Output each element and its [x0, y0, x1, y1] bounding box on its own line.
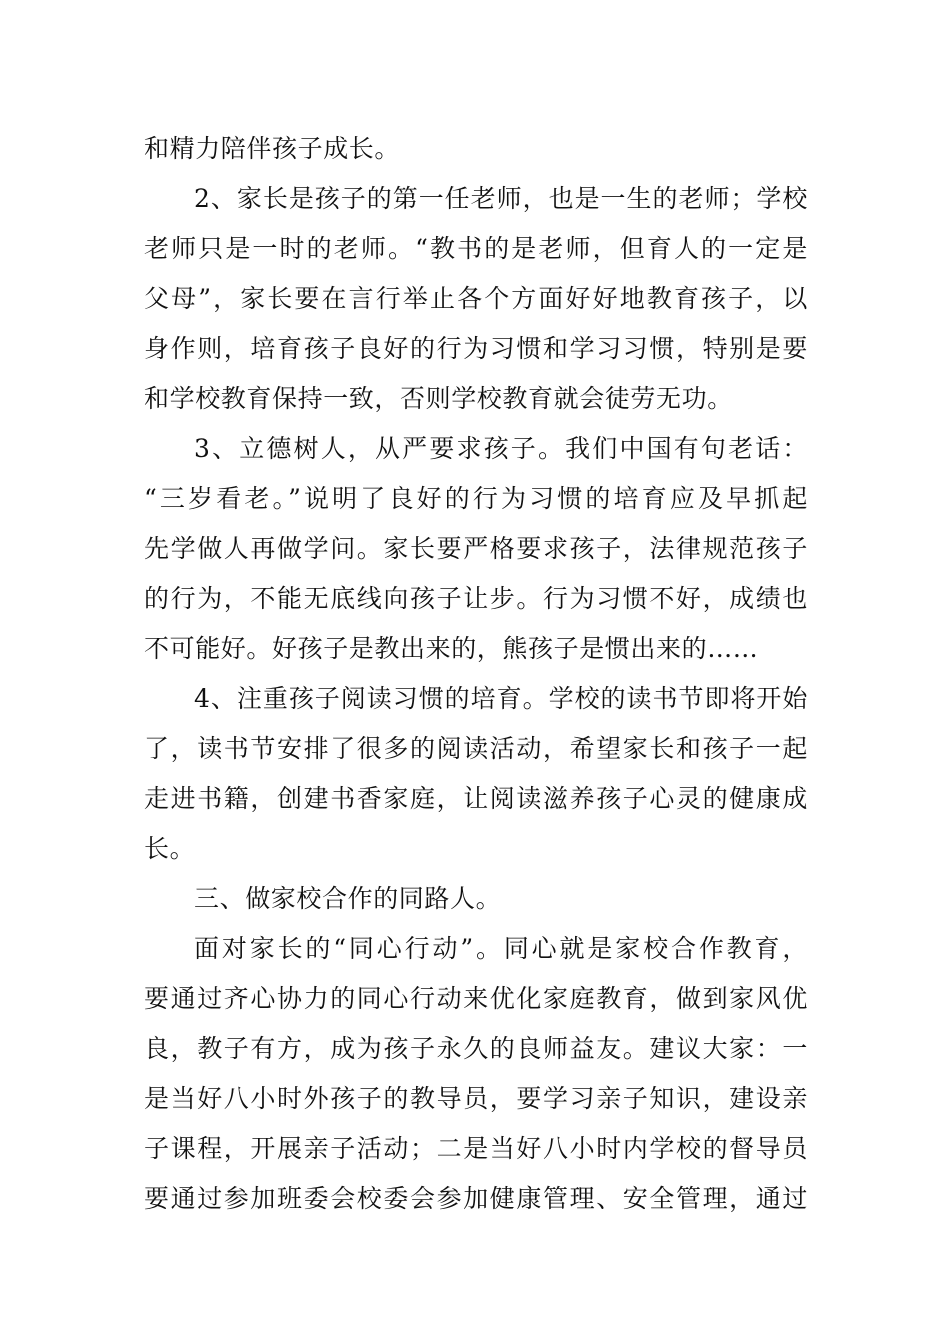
text-line: 的行为，不能无底线向孩子让步。行为习惯不好，成绩也 — [144, 584, 808, 613]
text-line: 要通过齐心协力的同心行动来优化家庭教育，做到家风优 — [144, 984, 808, 1013]
text-line: 三、做家校合作的同路人。 — [194, 884, 502, 913]
text-line: 面对家长的“同心行动”。同心就是家校合作教育， — [194, 934, 808, 963]
text-line: 先学做人再做学问。家长要严格要求孩子，法律规范孩子 — [144, 534, 808, 563]
text-line: 是当好八小时外孩子的教导员，要学习亲子知识，建设亲 — [144, 1084, 808, 1113]
text-line: 子课程，开展亲子活动；二是当好八小时内学校的督导员 — [144, 1134, 808, 1163]
text-line: 要通过参加班委会校委会参加健康管理、安全管理，通过 — [144, 1184, 808, 1213]
text-line: 不可能好。好孩子是教出来的，熊孩子是惯出来的…… — [144, 634, 759, 663]
text-line: 老师只是一时的老师。“教书的是老师，但育人的一定是 — [144, 234, 808, 263]
text-line: 走进书籍，创建书香家庭，让阅读滋养孩子心灵的健康成 — [144, 784, 808, 813]
text-line: 2、家长是孩子的第一任老师，也是一生的老师；学校 — [194, 184, 808, 213]
text-line: 3、立德树人，从严要求孩子。我们中国有句老话： — [194, 434, 808, 463]
text-line: 了，读书节安排了很多的阅读活动，希望家长和孩子一起 — [144, 734, 808, 763]
text-line: 良，教子有方，成为孩子永久的良师益友。建议大家：一 — [144, 1034, 808, 1063]
text-line: “三岁看老。”说明了良好的行为习惯的培育应及早抓起 — [144, 484, 808, 513]
text-line: 和精力陪伴孩子成长。 — [144, 134, 401, 163]
text-line: 4、注重孩子阅读习惯的培育。学校的读书节即将开始 — [194, 684, 808, 713]
text-line: 父母”，家长要在言行举止各个方面好好地教育孩子，以 — [144, 284, 808, 313]
text-line: 身作则，培育孩子良好的行为习惯和学习习惯，特别是要 — [144, 334, 808, 363]
text-line: 和学校教育保持一致，否则学校教育就会徒劳无功。 — [144, 384, 733, 413]
text-line: 长。 — [144, 834, 196, 863]
body-text — [144, 124, 808, 1224]
